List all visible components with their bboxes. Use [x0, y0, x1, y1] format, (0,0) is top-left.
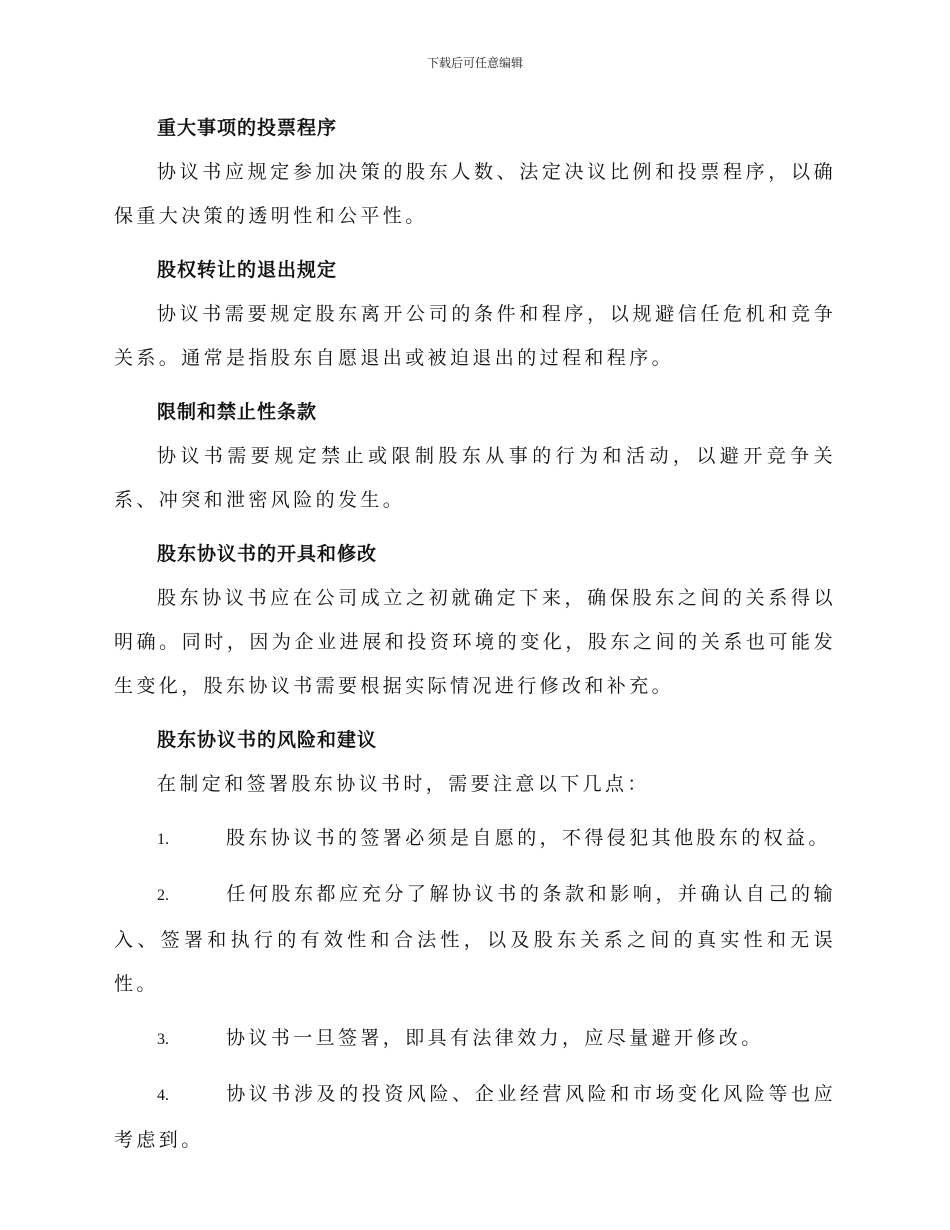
- section-heading-issuance: 股东协议书的开具和修改: [157, 543, 378, 565]
- list-item-number: 2.: [157, 887, 169, 904]
- document-body: [114, 106, 836, 1172]
- list-item: [114, 816, 836, 862]
- section-heading-exit: 股权转让的退出规定: [157, 259, 338, 281]
- section-paragraph-restrictions: 协议书需要规定禁止或限制股东从事的行为和活动，以避开竞争关系、冲突和泄密风险的发生。: [114, 445, 836, 511]
- section-heading-voting: 重大事项的投票程序: [157, 117, 338, 139]
- section-paragraph-exit: 协议书需要规定股东离开公司的条件和程序，以规避信任危机和竞争关系。通常是指股东自愿退出或被迫退出的过程和程序。: [114, 303, 836, 369]
- list-item: [114, 872, 836, 1006]
- section-heading-restrictions: 限制和禁止性条款: [157, 401, 318, 423]
- section-paragraph-voting: 协议书应规定参加决策的股东人数、法定决议比例和投票程序，以确保重大决策的透明性和公平性。: [114, 161, 836, 227]
- list-item-number: 3.: [157, 1031, 169, 1048]
- section-paragraph-issuance: 股东协议书应在公司成立之初就确定下来，确保股东之间的关系得以明确。同时，因为企业进展和投资环境的变化，股东之间的关系也可能发生变化，股东协议书需要根据实际情况进行修改和补充。: [114, 587, 836, 697]
- section-paragraph-risks: 在制定和签署股东协议书时，需要注意以下几点：: [157, 773, 650, 795]
- list-item-number: 1.: [157, 831, 169, 848]
- section-heading-risks: 股东协议书的风险和建议: [157, 729, 378, 751]
- page-header: 下载后可任意编辑: [426, 56, 523, 70]
- list-item-number: 4.: [157, 1087, 169, 1104]
- list-item-text: 任何股东都应充分了解协议书的条款和影响，并确认自己的输入、签署和执行的有效性和合法性，以及股东关系之间的真实性和无误性。: [114, 883, 836, 995]
- list-item-text: 协议书一旦签署，即具有法律效力，应尽量避开修改。: [226, 1027, 764, 1049]
- list-item: [114, 1072, 836, 1162]
- list-item: [114, 1016, 836, 1062]
- list-item-text: 股东协议书的签署必须是自愿的，不得侵犯其他股东的权益。: [226, 827, 831, 849]
- list-item-text: 协议书涉及的投资风险、企业经营风险和市场变化风险等也应考虑到。: [114, 1083, 836, 1151]
